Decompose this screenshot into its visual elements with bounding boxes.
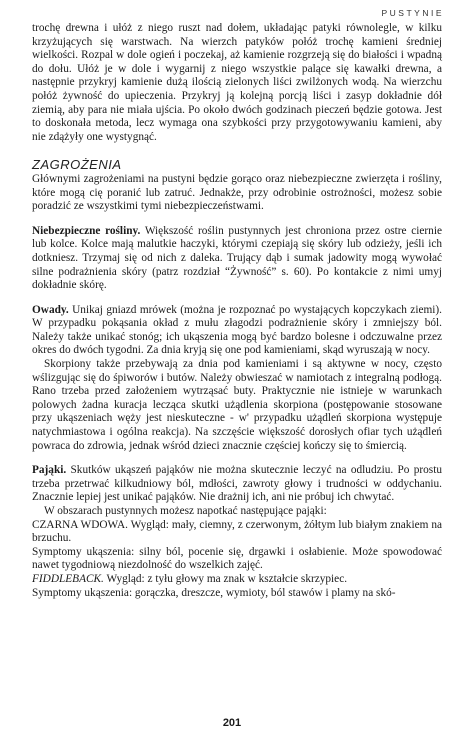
spacer <box>32 293 442 304</box>
insects-lead: Owady. <box>32 303 69 316</box>
black-widow-entry: CZARNA WDOWA. Wygląd: mały, ciemny, z czerwonym, żółtym lub białym znakiem na brzuchu. <box>32 518 442 545</box>
fiddleback-text: Wygląd: z tyłu głowy ma znak w kształcie skrzypiec. <box>103 572 348 585</box>
scorpions-paragraph: Skorpiony także przebywają za dnia pod kamieniami i są aktywne w nocy, często wślizgując się do śpiworów i butów. Należy obwieszać w namiotach z integralną podłogą. Rano trzeba przed założeniem wytrząsać buty. Praktycznie nie istnieje w warunkach polowych żadna kuracja lecząca skutki użądlenia skorpiona (postępowanie stosowane przy ukąszeniach węży jest nieskuteczne - w' przypadku użądleń skorpiona występuje natychmiastowa i ogólna reakcja). Na szczęście większość dorosłych ofiar tych użądleń powraca do zdrowia, jednak wśród dzieci znacznie częściej kończy się to śmiercią. <box>32 358 442 452</box>
page-number: 201 <box>222 717 242 729</box>
spacer <box>32 214 442 225</box>
fiddleback-symptoms: Symptomy ukąszenia: gorączka, dreszcze, wymioty, ból stawów i plamy na skó- <box>32 586 396 599</box>
insects-text: Unikaj gniazd mrówek (można je rozpoznać po wystających kopczykach ziemi). W przypadku pokąsania okład z mułu złagodzi podrażnienie skóry i zmniejszy ból. Należy także unikać stonóg; ich ukąszenia mogą być bardzo bolesne i odczuwalne przez okres do dwóch tygodni. Za dnia kryją się one pod kamieniami, skąd wyruszają w nocy. <box>32 303 442 357</box>
fiddleback-entry <box>32 573 442 587</box>
page-content <box>32 22 442 600</box>
plants-lead: Niebezpieczne rośliny. <box>32 224 141 237</box>
intro-paragraph: trochę drewna i ułóż z niego ruszt nad dołem, układając patyki równolegle, w kilku krzyżujących się warstwach. Na wierzch patyków połóż trochę kamieni średniej wielkości. Rozpal w dole ogień i poczekaj, aż kamienie rozgrzeją się do białości i wpadną do dołu. Ułóż je w dole i wygarnij z niego wszystkie palące się kawałki drewna, a następnie przykryj kamienie dużą ilością zielonych liści zwilżonych wodą. Na wierzchu połóż żywność do upieczenia. Przykryj ją kolejną porcją liści i zasyp dokładnie dół ziemią, aby para nie miała ujścia. Po około dwóch godzinach pieczeń będzie gotowa. Jest to doskonała metoda, lecz wymaga ona szybkości przy przygotowywaniu kamieni, aby nie zdążyły one wystygnąć. <box>32 22 442 143</box>
spiders-text: Skutków ukąszeń pająków nie można skutecznie leczyć na odludziu. Po prostu trzeba przetrwać kilkudniowy ból, mdłości, zawroty głowy i trudności w oddychaniu. Znacznie lepiej jest unikać pająków. Nie drażnij ich, ani nie próbuj ich chwytać. <box>32 464 442 504</box>
fiddleback-name: FIDDLEBACK. <box>32 572 104 585</box>
insects-paragraph <box>32 304 442 358</box>
spiders-paragraph <box>32 464 442 505</box>
section-title: ZAGROŻENIA <box>32 157 122 173</box>
spacer <box>32 453 442 464</box>
plants-paragraph <box>32 225 442 293</box>
black-widow-symptoms: Symptomy ukąszenia: silny ból, pocenie się, drgawki i osłabienie. Może spowodować nawet tygodniową niezdolność do wszelkich zajęć. <box>32 545 442 572</box>
spiders-lead: Pająki. <box>32 464 67 477</box>
threats-paragraph: Głównymi zagrożeniami na pustyni będzie gorąco oraz niebezpieczne zwierzęta i rośliny, które mogą cię poranić lub zatruć. Jednakże, przy odrobinie ostrożności, możesz sobie poradzić ze wszystkimi tymi niebezpieczeństwami. <box>32 172 442 213</box>
spiders-intro: W obszarach pustynnych możesz napotkać następujące pająki: <box>44 505 327 517</box>
running-header: PUSTYNIE <box>381 8 444 18</box>
plants-text: Większość roślin pustynnych jest chroniona przez ostre ciernie lub kolce. Kolce mają malutkie haczyki, którymi czepiają się skóry lub odzieży, jeśli ich dotkniesz. Trzymaj się od nich z daleka. Trujący dąb i sumak jadowity mogą wywołać silne podrażnienia skóry (patrz rozdział “Żywność” s. 60). Po kontakcie z nimi umyj dokładnie skórę. <box>32 224 442 292</box>
